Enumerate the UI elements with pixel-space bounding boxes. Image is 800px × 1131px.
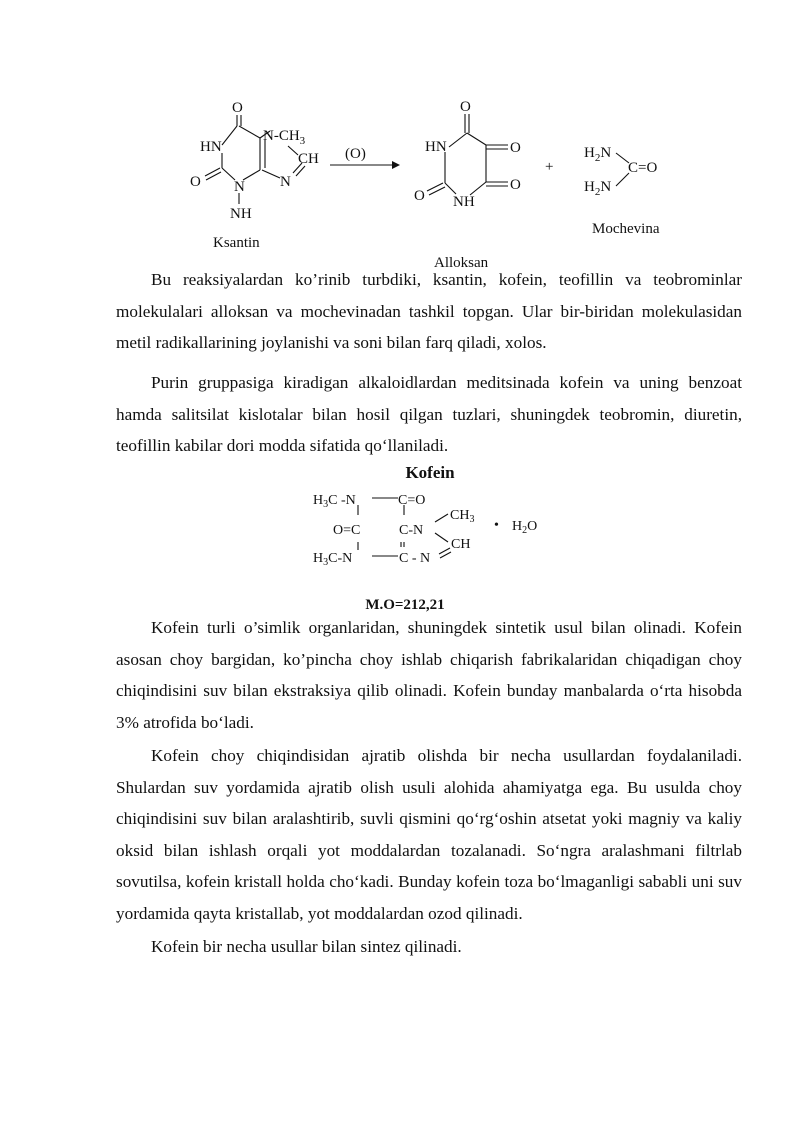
ksantin-hn: HN [200,139,222,155]
paragraph-4: Kofein choy chiqindisidan ajratib olishda bir necha usullardan foydalaniladi. Shulardan suv yordamida ajratib olish usuli alohida ahamiyatga ega. Bu usulda choy chiqindisini suv bilan aralashtirib, suvli qismini qo‘rg‘oshin atsetat yoki magniy va kaliy oksid bilan ishlash orqali yot moddalardan tozalanadi. So‘ngra aralashmani filtrlab sovutilsa, kofein kristall holda cho‘kadi. Bunday kofein toza bo‘lmaganligi sababli uni suv yordamida qayta kristallab, yot moddalardan ozod qilinadi. [116,746,742,923]
paragraph-1: Bu reaksiyalardan ko’rinib turbdiki, ksantin, kofein, teofillin va teobrominlar molekulalari alloksan va mochevinadan tashkil topgan. Ular bir-biridan molekulasidan metil radikallarining joylanishi va soni bilan farq qiladi, xolos. [116,270,742,352]
kofein-o-eq-c: O=C [333,523,361,538]
kofein-c-n: C-N [399,523,424,538]
oxidant-label: (O) [345,146,366,162]
kofein-title: Kofein [405,463,455,482]
kofein-ch3-right: $CH_3$ [450,508,475,525]
kofein-c-eq-o-top: C=O [398,493,426,508]
kofein-h3c-top: $H_3C$ [313,493,338,510]
paragraph-2: Purin gruppasiga kiradigan alkaloidlardan meditsinada kofein va uning benzoat hamda salitsilat kislotalar bilan hosil qilgan tuzlari, shuningdek teobromin, diuretin, teofillin kabilar dori modda sifatida qo‘llaniladi. [116,373,742,455]
plus-sign: + [545,159,554,175]
ksantin-n-ch3: $N-CH_3$ [263,128,306,147]
alloksan-o-right-top: O [510,140,521,156]
alloksan-o-right-bottom: O [510,177,521,193]
kofein-h3c-bottom: $H_3C-N$ [313,551,353,568]
paragraph-3: Kofein turli o’simlik organlaridan, shuningdek sintetik usul bilan olinadi. Kofein asosan choy bargidan, ko’pincha choy ishlab chiqarish fabrikalaridan chiqadigan choy chiqindisini suv bilan ekstraksiya qilib olinadi. Kofein bunday manbalarda o‘rta hisobda 3% atrofida bo‘ladi. [116,618,742,732]
alloksan-hn: HN [425,139,447,155]
ksantin-name: Ksantin [213,235,260,251]
alloksan-o-top: O [460,99,471,115]
ksantin-nh: NH [230,206,252,222]
alloksan-o-left: O [414,188,425,204]
kofein-c-n-bottom: C - N [399,551,431,566]
mochevina-h2n-top: $H_2N$ [584,145,612,164]
kofein-structure [0,482,800,592]
mochevina-name: Mochevina [592,221,660,237]
reaction-scheme [0,0,800,275]
kofein-ch-right: CH [451,537,471,552]
mochevina-c-eq-o: C=O [628,160,658,176]
ksantin-o-top: O [232,100,243,116]
ksantin-n-ring: N [280,174,291,190]
paragraph-5: Kofein bir necha usullar bilan sintez qilinadi. [151,937,462,956]
ksantin-ch: CH [298,151,319,167]
alloksan-name: Alloksan [434,255,489,271]
kofein-n-top: -N [341,493,356,508]
ksantin-o-left: O [190,174,201,190]
kofein-water-dot: • [494,518,499,533]
alloksan-nh: NH [453,194,475,210]
kofein-molar-mass: M.O=212,21 [365,597,445,613]
kofein-water: $H_2O$ [512,519,538,536]
mochevina-h2n-bottom: $H_2N$ [584,179,612,198]
ksantin-n-bottom: N [234,179,245,195]
